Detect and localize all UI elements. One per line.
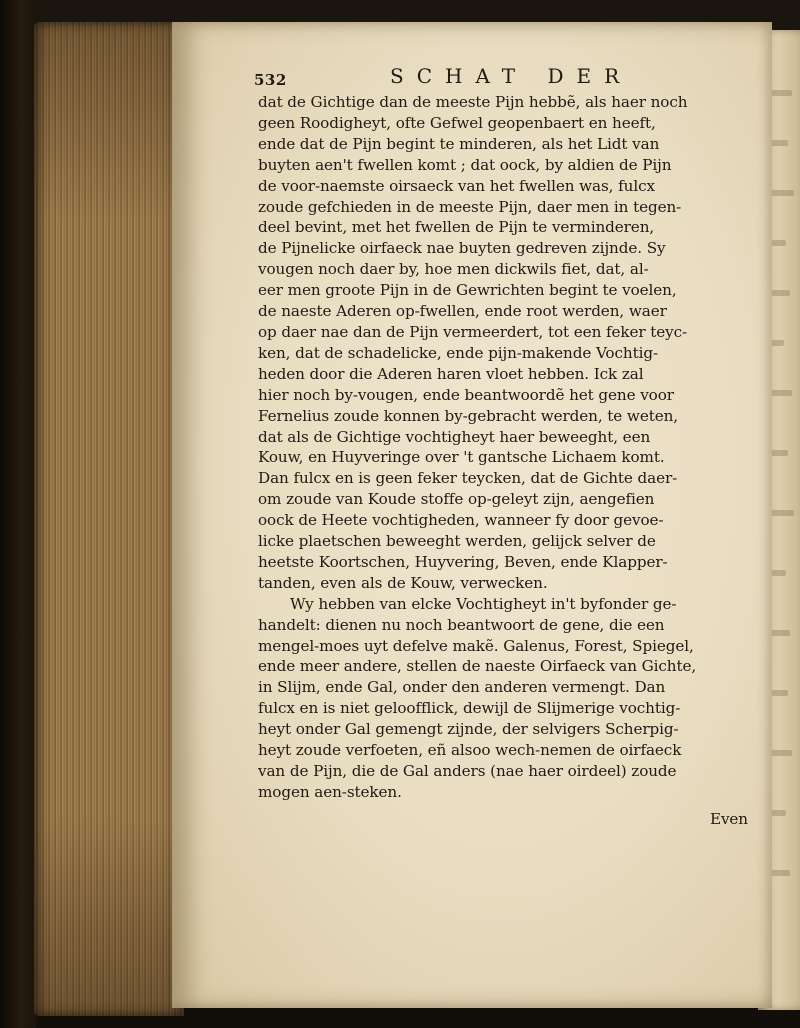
text-line: heden door die Aderen haren vloet hebben. Ick zal [258, 364, 644, 383]
text-line: ken, dat de schadelicke, ende pijn-makende Vochtig- [258, 343, 658, 362]
text-line: dat de Gichtige dan de meeste Pijn hebbẽ, als haer noch [258, 93, 688, 111]
text-line: handelt: dienen nu noch beantwoort de gene, die een [258, 615, 665, 634]
page-text [254, 64, 758, 830]
text-line: buyten aen't fwellen komt ; dat oock, by aldien de Pijn [258, 155, 672, 174]
paragraph-1 [258, 92, 758, 594]
text-line: de naeste Aderen op-fwellen, ende root werden, waer [258, 302, 667, 321]
text-line: dat als de Gichtige vochtigheyt haer beweeght, een [258, 427, 651, 446]
text-line: Wy hebben van elcke Vochtigheyt in't byfonder ge- [290, 594, 677, 613]
text-line: deel bevint, met het fwellen de Pijn te verminderen, [258, 218, 655, 237]
page-number: 532 [254, 71, 287, 89]
text-line: Dan fulcx en is geen feker teycken, dat de Gichte daer- [258, 469, 678, 488]
text-line: oock de Heete vochtigheden, wanneer fy door gevoe- [258, 511, 664, 530]
book-page [172, 22, 772, 1008]
text-line: Fernelius zoude konnen by-gebracht werden, te weten, [258, 406, 679, 425]
paragraph-2 [258, 594, 758, 803]
text-line: fulcx en is niet geloofflick, dewijl de Slijmerige vochtig- [258, 699, 681, 718]
text-line: tanden, even als de Kouw, verwecken. [258, 573, 548, 592]
text-line: in Slijm, ende Gal, onder den anderen vermengt. Dan [258, 678, 666, 697]
running-head: SCHAT DER [390, 64, 633, 88]
text-line: eer men groote Pijn in de Gewrichten begint te voelen, [258, 281, 677, 300]
catchword: Even [709, 809, 748, 828]
book-spine [0, 0, 36, 1028]
text-line: vougen noch daer by, hoe men dickwils fiet, dat, al- [258, 260, 649, 279]
page-header [254, 64, 758, 92]
text-line: mogen aen-steken. [258, 782, 402, 801]
page-edges [34, 22, 184, 1016]
text-line: ende meer andere, stellen de naeste Oirfaeck van Gichte, [258, 657, 697, 676]
text-line: Kouw, en Huyveringe over 't gantsche Lichaem komt. [258, 448, 665, 467]
text-line: heyt zoude verfoeten, eñ alsoo wech-nemen de oirfaeck [258, 741, 682, 760]
text-line: om zoude van Koude stoffe op-geleyt zijn, aengefien [258, 490, 655, 509]
text-line: mengel-moes uyt defelve makẽ. Galenus, Forest, Spiegel, [258, 636, 694, 655]
text-line: hier noch by-vougen, ende beantwoordẽ het gene voor [258, 385, 674, 404]
text-line: geen Roodigheyt, ofte Gefwel geopenbaert en heeft, [258, 113, 656, 132]
text-line: ende dat de Pijn begint te minderen, als het Lidt van [258, 134, 660, 153]
text-line: de voor-naemste oirsaeck van het fwellen was, fulcx [258, 176, 655, 195]
text-line: heetste Koortschen, Huyvering, Beven, ende Klapper- [258, 552, 668, 571]
text-line: licke plaetschen beweeght werden, gelijck selver de [258, 532, 656, 551]
text-line: de Pijnelicke oirfaeck nae buyten gedreven zijnde. Sy [258, 239, 666, 258]
text-line: op daer nae dan de Pijn vermeerdert, tot een feker teyc- [258, 322, 688, 341]
text-line: zoude gefchieden in de meeste Pijn, daer men in tegen- [258, 197, 682, 216]
text-line: heyt onder Gal gemengt zijnde, der selvigers Scherpig- [258, 720, 679, 739]
text-line: van de Pijn, die de Gal anders (nae haer oirdeel) zoude [258, 762, 677, 780]
